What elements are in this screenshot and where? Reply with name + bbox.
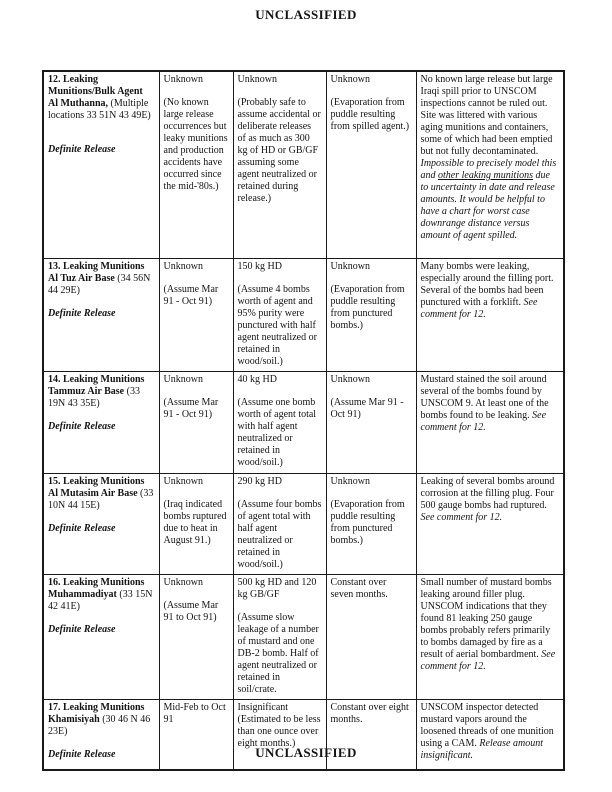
table-row: [43, 71, 564, 259]
table-row: [43, 259, 564, 372]
paragraph: Definite Release: [48, 523, 116, 534]
paragraph: Definite Release: [48, 421, 116, 432]
paragraph: Unknown: [163, 577, 203, 588]
classification-header: UNCLASSIFIED: [255, 7, 357, 22]
amount-released-cell: [233, 372, 326, 474]
site-cell: [43, 259, 159, 372]
paragraph: Insignificant: [237, 702, 289, 713]
paragraph: 17. Leaking Munitions Khamisiyah (30 46 N 46 23E): [48, 702, 151, 737]
paragraph: UNSCOM inspector detected mustard vapors around the loosened threads of one munition using a CAM. Release amount insignificant.: [420, 702, 554, 761]
table-row: [43, 474, 564, 575]
paragraph: Mustard stained the soil around several of the bombs found by UNSCOM 9. At least one of the bombs found to be leaking. See comment for 12.: [420, 374, 549, 433]
paragraph: 13. Leaking Munitions Al Tuz Air Base (34 56N 44 29E): [48, 261, 151, 296]
paragraph: Many bombs were leaking, especially around the filling port. Several of the bombs had been punctured with a forklift. See comment for 12.: [420, 261, 554, 320]
amount-released-cell: [233, 71, 326, 259]
paragraph: 150 kg HD: [237, 261, 282, 272]
comments-cell: [416, 71, 564, 259]
paragraph: Definite Release: [48, 624, 116, 635]
paragraph: Unknown: [330, 261, 370, 272]
munitions-table: [42, 70, 565, 771]
paragraph: Unknown: [163, 476, 203, 487]
paragraph: Leaking of several bombs around corrosion at the filling plug. Four 500 gauge bombs had ruptured. See comment for 12.: [420, 476, 555, 523]
site-cell: [43, 575, 159, 700]
paragraph: (Assume Mar 91 - Oct 91): [163, 284, 219, 307]
amount-released-cell: [233, 575, 326, 700]
paragraph: Unknown: [330, 374, 370, 385]
paragraph: 15. Leaking Munitions Al Mutasim Air Base (33 10N 44 15E): [48, 476, 154, 511]
release-rate-cell: [326, 259, 416, 372]
comments-cell: [416, 575, 564, 700]
paragraph: Definite Release: [48, 308, 116, 319]
table-row: [43, 575, 564, 700]
paragraph: Small number of mustard bombs leaking around filler plug. UNSCOM indications that they found 81 leaking 250 gauge bombs probably refers primarily to bombs damaged by fire as a result of aerial bombardment. See comment for 12.: [420, 577, 556, 672]
paragraph: 12. Leaking Munitions/Bulk Agent Al Muthanna, (Multiple locations 33 51N 43 49E): [48, 74, 151, 121]
paragraph: (Assume Mar 91 - Oct 91): [163, 397, 219, 420]
site-cell: [43, 474, 159, 575]
paragraph: (Evaporation from puddle resulting from punctured bombs.): [330, 499, 405, 546]
paragraph: 40 kg HD: [237, 374, 277, 385]
comments-cell: [416, 259, 564, 372]
amount-released-cell: [233, 259, 326, 372]
paragraph: Unknown: [163, 74, 203, 85]
site-cell: [43, 372, 159, 474]
duration-cell: [159, 575, 233, 700]
duration-cell: [159, 71, 233, 259]
paragraph: Unknown: [330, 476, 370, 487]
paragraph: Constant over eight months.: [330, 702, 409, 725]
site-cell: [43, 71, 159, 259]
paragraph: No known large release but large Iraqi spill prior to UNSCOM inspections cannot be ruled out. Site was littered with various aging munitions and containers, some of which had been emptied but not fully decontaminated. Impossible to precisely model this and other leaking munitions due to uncertainty in date and release amounts. It would be helpful to have a chart for worst case downrange distance versus amount of agent spilled.: [420, 74, 557, 241]
paragraph: (Assume one bomb worth of agent total with half agent neutralized or retained in wood/soil.): [237, 397, 317, 468]
paragraph: 290 kg HD: [237, 476, 282, 487]
paragraph: (Iraq indicated bombs ruptured due to heat in August 91.): [163, 499, 227, 546]
release-rate-cell: [326, 71, 416, 259]
paragraph: (Probably safe to assume accidental or deliberate releases of as much as 300 kg of HD or GB/GF assuming some agent neutralized or retained during release.): [237, 97, 321, 204]
duration-cell: [159, 372, 233, 474]
paragraph: 500 kg HD and 120 kg GB/GF: [237, 577, 317, 600]
paragraph: (Estimated to be less than one ounce over eight months.): [237, 714, 321, 749]
paragraph: Unknown: [163, 374, 203, 385]
paragraph: Unknown: [237, 74, 277, 85]
paragraph: 14. Leaking Munitions Tammuz Air Base (33 19N 43 35E): [48, 374, 145, 409]
comments-cell: [416, 474, 564, 575]
duration-cell: [159, 474, 233, 575]
paragraph: Unknown: [330, 74, 370, 85]
release-rate-cell: [326, 575, 416, 700]
release-rate-cell: [326, 372, 416, 474]
release-rate-cell: [326, 474, 416, 575]
table-row: [43, 372, 564, 474]
paragraph: Definite Release: [48, 749, 116, 760]
paragraph: Mid-Feb to Oct 91: [163, 702, 226, 725]
paragraph: Constant over seven months.: [330, 577, 388, 600]
paragraph: (Assume 4 bombs worth of agent and 95% purity were punctured with half agent neutralized or retained in wood/soil.): [237, 284, 317, 367]
paragraph: Definite Release: [48, 144, 116, 155]
paragraph: (No known large release occurrences but leaky munitions and production accidents have occurred since the mid-'80s.): [163, 97, 228, 192]
comments-cell: [416, 372, 564, 474]
paragraph: 16. Leaking Munitions Muhammadiyat (33 15N 42 41E): [48, 577, 153, 612]
paragraph: (Assume Mar 91 - Oct 91): [330, 397, 404, 420]
paragraph: (Evaporation from puddle resulting from punctured bombs.): [330, 284, 405, 331]
paragraph: (Assume four bombs of agent total with half agent neutralized or retained in wood/soil.): [237, 499, 322, 570]
paragraph: (Assume Mar 91 to Oct 91): [163, 600, 219, 623]
amount-released-cell: [233, 474, 326, 575]
classification-footer: UNCLASSIFIED: [255, 745, 357, 760]
paragraph: Unknown: [163, 261, 203, 272]
paragraph: (Assume slow leakage of a number of mustard and one DB-2 bomb. Half of agent neutralized or retained in soil/crate.: [237, 612, 319, 695]
duration-cell: [159, 259, 233, 372]
paragraph: (Evaporation from puddle resulting from spilled agent.): [330, 97, 410, 132]
